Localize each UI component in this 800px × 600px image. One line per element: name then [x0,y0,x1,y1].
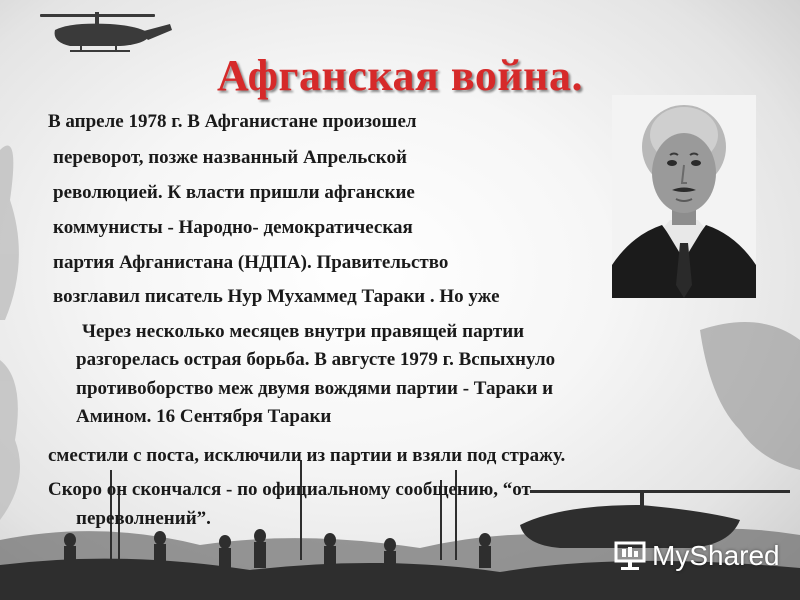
body-line: Через несколько месяцев внутри правящей партии [82,321,525,342]
body-line: революцией. К власти пришли афганские [53,182,415,203]
body-line: В апреле 1978 г. В Афганистане произошел [48,111,417,132]
presentation-board-icon [612,539,648,575]
helicopter-icon [40,12,172,52]
body-line: переворот, позже названный Апрельской [53,147,407,168]
myshared-watermark [610,536,790,580]
slide-title: Афганская война. [216,51,584,100]
body-line: переволнений”. [76,508,211,529]
body-line: Амином. 16 Сентября Тараки [76,406,332,427]
body-line: разгорелась острая борьба. В августе 1979 г. Вспыхнуло [76,349,556,370]
body-line: коммунисты - Народно- демократическая [53,217,413,238]
body-line: партия Афганистана (НДПА). Правительство [53,252,449,273]
portrait-photo [612,95,756,298]
watermark-text: MyShared [652,540,780,571]
body-line: противоборство меж двумя вождями партии - Тараки и [76,378,554,399]
body-line: Скоро он скончался - по официальному сообщению, “от [48,479,531,500]
body-line: сместили с поста, исключили из партии и взяли под стражу. [48,445,566,466]
body-line: возглавил писатель Нур Мухаммед Тараки . Но уже [53,286,500,307]
